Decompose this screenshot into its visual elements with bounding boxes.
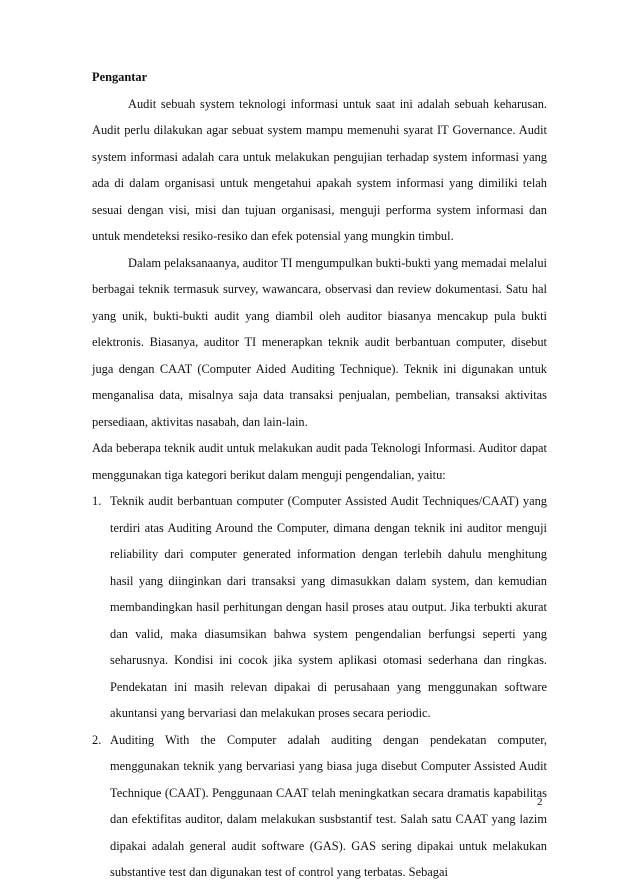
list-item [92, 488, 547, 727]
page-number: 2 [537, 796, 543, 808]
section-heading: Pengantar [92, 70, 148, 84]
paragraph-evidence: Dalam pelaksanaanya, auditor TI mengumpulkan bukti-bukti yang memadai melalui berbagai teknik termasuk survey, wawancara, observasi dan review dokumentasi. Satu hal yang unik, bukti-bukti audit yang diambil oleh auditor biasanya mencakup pula bukti elektronis. Biasanya, auditor TI menerapkan teknik audit berbantuan computer, disebut juga dengan CAAT (Computer Aided Auditing Technique). Teknik ini digunakan untuk menganalisa data, misalnya saja data transaksi penjualan, pembelian, transaksi aktivitas persediaan, aktivitas nasabah, dan lain-lain. [92, 255, 547, 429]
list-item-number: 1. [92, 494, 102, 508]
paragraph-techniques: Ada beberapa teknik audit untuk melakukan audit pada Teknologi Informasi. Auditor dapat menggunakan tiga kategori berikut dalam menguji pengendalian, yaitu: [92, 441, 547, 482]
list-item-text: Teknik audit berbantuan computer (Computer Assisted Audit Techniques/CAAT) yang terdiri atas Auditing Around the Computer, dimana dengan teknik ini auditor menguji reliability dari computer generated information dengan terlebih dahulu menghitung hasil yang diinginkan dari transaksi yang dimasukkan dalam system, dan kemudian membandingkan hasil perhitungan dengan hasil proses atau output. Jika terbukti akurat dan valid, maka diasumsikan bahwa system pengendalian berfungsi seperti yang seharusnya. Kondisi ini cocok jika system aplikasi otomasi sederhana dan ringkas. Pendekatan ini masih relevan dipakai di perusahaan yang menggunakan software akuntansi yang bervariasi dan melakukan proses secara periodic. [110, 494, 547, 720]
list-item-number: 2. [92, 732, 102, 747]
paragraph-intro: Audit sebuah system teknologi informasi untuk saat ini adalah sebuah keharusan. Audit perlu dilakukan agar sebuat system mampu memenuhi syarat IT Governance. Audit system informasi adalah cara untuk melakukan pengujian terhadap system informasi yang ada di dalam organisasi untuk mengetahui apakah system informasi yang dimiliki telah sesuai dengan visi, misi dan tujuan organisasi, menguji performa system informasi dan untuk mendeteksi resiko-resiko dan efek potensial yang mungkin timbul. [92, 96, 547, 243]
list-item [92, 727, 547, 886]
list-item-text: Auditing With the Computer adalah auditing dengan pendekatan computer, menggunakan teknik yang bervariasi yang biasa juga disebut Computer Assisted Audit Technique (CAAT). Penggunaan CAAT telah meningkatkan secara dramatis kapabilitas dan efektifitas auditor, dalam melakukan susbstantif test. Salah satu CAAT yang lazim dipakai adalah general audit software (GAS). GAS sering dipakai untuk melakukan substantive test dan digunakan test of control yang terbatas. Sebagai [110, 732, 547, 879]
page-content [92, 64, 547, 886]
